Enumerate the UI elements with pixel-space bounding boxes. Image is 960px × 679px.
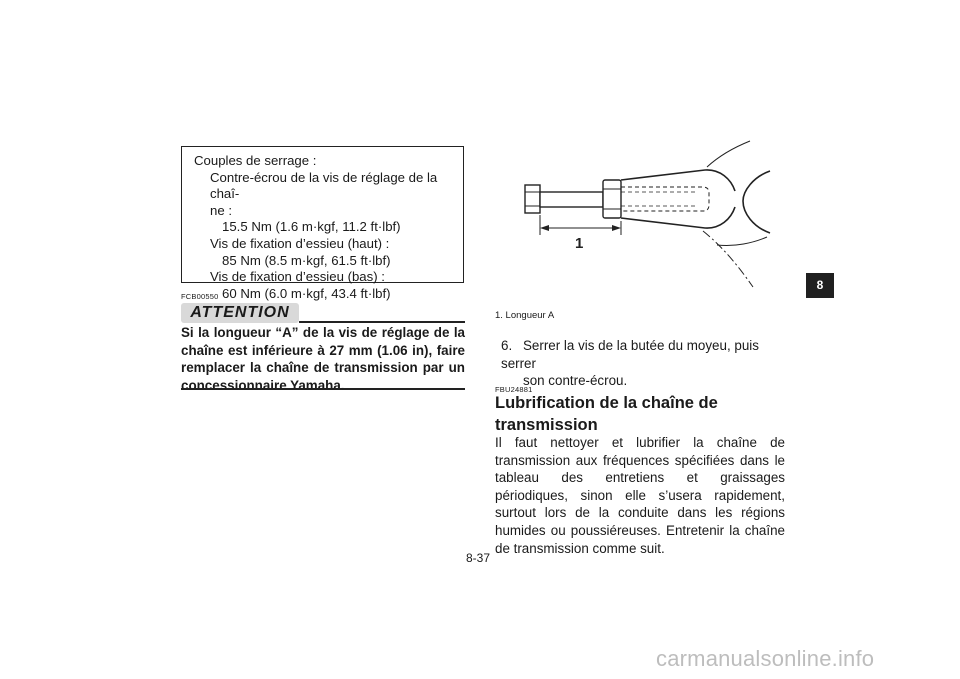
page-number: 8-37 [466,551,491,565]
figure-caption: 1. Longueur A [495,310,555,321]
torque-line: Contre-écrou de la vis de réglage de la chaî- [210,169,438,202]
torque-value: 85 Nm (8.5 m·kgf, 61.5 ft·lbf) [222,252,391,268]
attention-header [181,303,465,323]
bolt-head [525,185,540,213]
chapter-tab: 8 [806,273,834,298]
torque-title: Couples de serrage : [194,153,317,168]
section-heading: Lubrification de la chaîne de transmission [495,394,718,434]
bolt-locknut [603,180,621,218]
adjusting-bolt-figure [495,135,795,295]
section-code: FBU24881 [495,385,533,394]
section-body: Il faut nettoyer et lubrifier la chaîne de transmission aux fréquences spécifiées dans le tableau des entretiens et graissages périodiques, sinon elle s’usera rapidement, surtout lors de la conduite dans les régions humides ou poussiéreuses. Entretenir la chaîne de transmission comme suit. [495,435,785,556]
attention-bottom-rule [181,388,465,390]
attention-text: Si la longueur “A” de la vis de réglage de la chaîne est inférieure à 27 mm (1.06 in), faire remplacer la chaîne de transmission par un concessionnaire Yamaha. [181,325,465,393]
watermark: carmanualsonline.info [656,646,875,671]
attention-code: FCB00550 [181,292,219,301]
torque-line: Vis de fixation d’essieu (haut) : [210,235,390,251]
figure-callout: 1 [575,235,584,252]
step-number: 6. [501,338,513,353]
attention-badge: ATTENTION [181,303,299,323]
torque-line: ne : [210,202,232,218]
attention-rule [299,321,465,323]
step-text-continued: son contre-écrou. [523,373,628,389]
step-text: Serrer la vis de la butée du moyeu, puis serrer [501,338,759,371]
torque-value: 60 Nm (6.0 m·kgf, 43.4 ft·lbf) [222,285,391,301]
bolt-shank [540,192,603,207]
torque-value: 15.5 Nm (1.6 m·kgf, 11.2 ft·lbf) [222,219,401,235]
step-item [501,337,786,390]
torque-line: Vis de fixation d’essieu (bas) : [210,269,385,285]
